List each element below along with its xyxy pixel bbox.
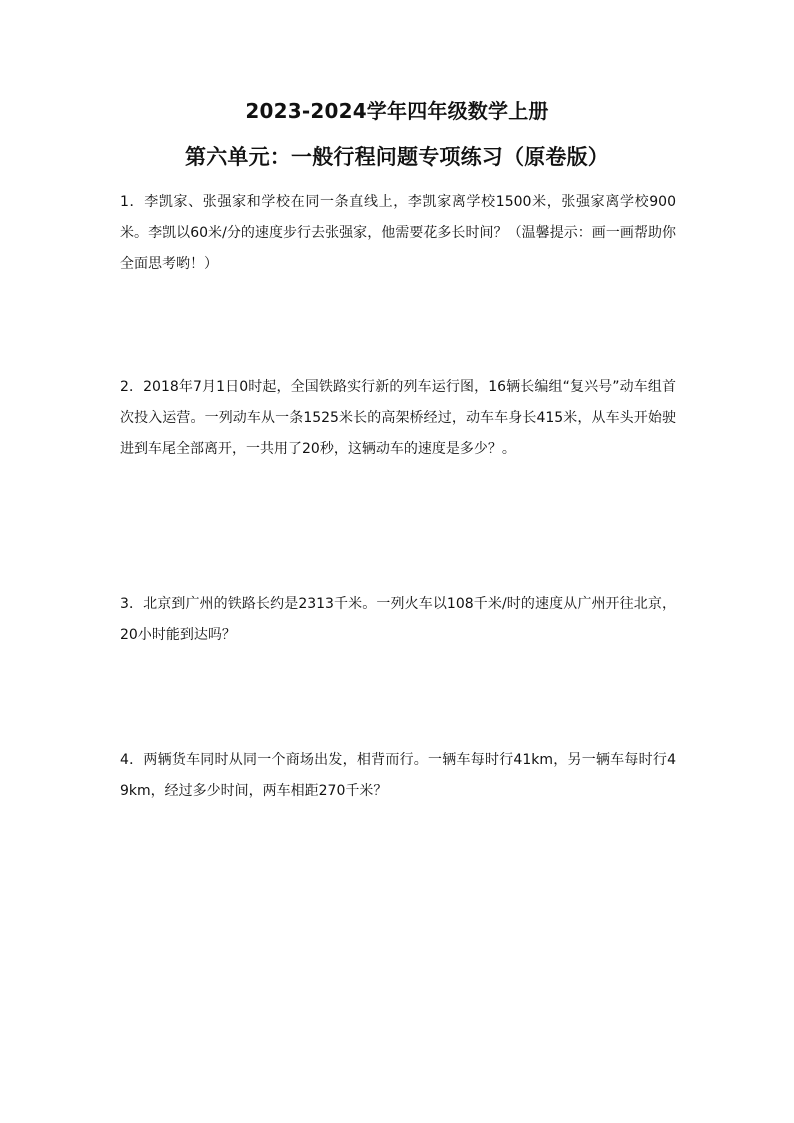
question-3: 3．北京到广州的铁路长约是2313千米。一列火车以108千米/时的速度从广州开往北京，20小时能到达吗？ (120, 596, 676, 643)
document-title: 2023-2024学年四年级数学上册 (245, 99, 549, 123)
document-subtitle: 第六单元：一般行程问题专项练习（原卷版） (185, 145, 609, 169)
question-1: 1．李凯家、张强家和学校在同一条直线上，李凯家离学校1500米，张强家离学校900米。李凯以60米/分的速度步行去张强家，他需要花多长时间？（温馨提示：画一画帮助你全面思考哟！） (120, 194, 676, 272)
question-2: 2．2018年7月1日0时起，全国铁路实行新的列车运行图，16辆长编组“复兴号”动车组首次投入运营。一列动车从一条1525米长的高架桥经过，动车车身长415米，从车头开始驶进到车尾全部离开，一共用了20秒，这辆动车的速度是多少？。 (120, 379, 676, 457)
question-4: 4．两辆货车同时从同一个商场出发，相背而行。一辆车每时行41km，另一辆车每时行49km，经过多少时间，两车相距270千米？ (120, 752, 676, 799)
